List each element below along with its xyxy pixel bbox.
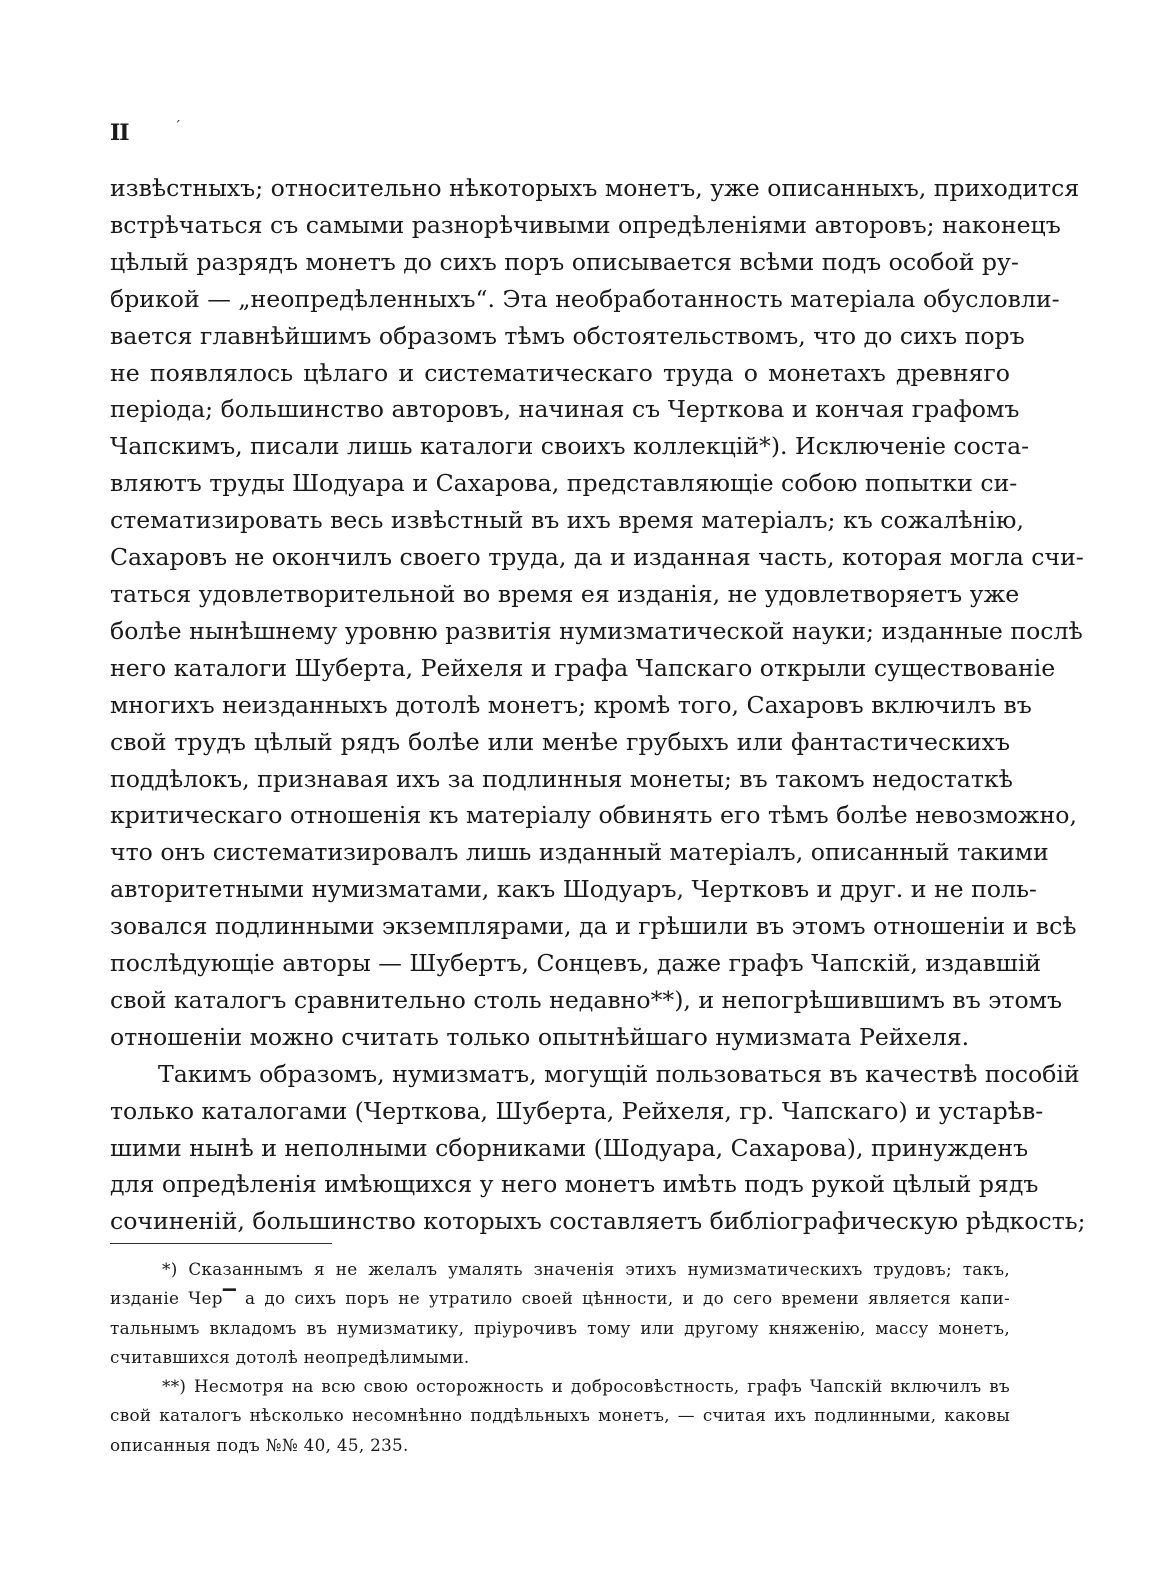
text-line: для опредѣленія имѣющихся у него монетъ имѣть подъ рукой цѣлый рядъ [110, 1170, 1039, 1199]
body-text [110, 170, 1086, 1240]
footnote-line: свой каталогъ нѣсколько несомнѣнно поддѣльныхъ монетъ, — считая ихъ подлинными, каковы [110, 1405, 1010, 1426]
text-line: вляютъ труды Шодуара и Сахарова, представляющіе собою попытки си- [110, 469, 1018, 498]
text-line: Такимъ образомъ, нумизматъ, могущій пользоваться въ качествѣ пособій [158, 1059, 1080, 1088]
text-line: поддѣлокъ, признавая ихъ за подлинныя монеты; въ такомъ недостаткѣ [110, 764, 1013, 793]
footnote-line: тальнымъ вкладомъ въ нумизматику, пріурочивъ тому или другому княженію, массу монетъ, [110, 1317, 1010, 1338]
text-line: свой трудъ цѣлый рядъ болѣе или менѣе грубыхъ или фантастическихъ [110, 727, 1010, 756]
text-line: Чапскимъ, писали лишь каталоги своихъ коллекцій*). Исключеніе соста- [110, 432, 1030, 461]
text-line: многихъ неизданныхъ дотолѣ монетъ; кромѣ того, Сахаровъ включилъ въ [110, 690, 1032, 719]
text-line: таться удовлетворительной во время ея изданія, не удовлетворяетъ уже [110, 579, 1020, 608]
text-line: періода; большинство авторовъ, начиная съ Черткова и кончая графомъ [110, 395, 1020, 424]
text-line: него каталоги Шуберта, Рейхеля и графа Чапскаго открыли существованіе [110, 653, 1056, 682]
footnote-line: *) Сказаннымъ я не желалъ умалять значенія этихъ нумизматическихъ трудовъ; такъ, [162, 1259, 1010, 1279]
footnote-line: считавшихся дотолѣ неопредѣлимыми. [110, 1346, 470, 1367]
text-line: что онъ систематизировалъ лишь изданный матеріалъ, описанный такими [110, 838, 1049, 867]
text-line: вается главнѣйшимъ образомъ тѣмъ обстоятельствомъ, что до сихъ поръ [110, 321, 1025, 350]
text-line: критическаго отношенія къ матеріалу обвинять его тѣмъ болѣе невозможно, [110, 801, 1077, 830]
text-line: свой каталогъ сравнительно столь недавно**), и непогрѣшившимъ въ этомъ [110, 985, 1063, 1014]
text-line: цѣлый разрядъ монетъ до сихъ поръ описывается всѣми подъ особой ру- [110, 247, 1019, 276]
footnote-divider [110, 1243, 332, 1244]
text-line: только каталогами (Черткова, Шуберта, Рейхеля, гр. Чапскаго) и устарѣв- [110, 1096, 1044, 1125]
footnote-line: **) Несмотря на всю свою осторожность и добросовѣстность, графъ Чапскій включилъ въ [162, 1376, 1010, 1397]
text-line: стематизировать весь извѣстный въ ихъ время матеріалъ; къ сожалѣнію, [110, 506, 1024, 535]
text-line: брикой — „неопредѣленныхъ“. Эта необработанность матеріала обусловли- [110, 284, 1060, 313]
text-line: зовался подлинными экземплярами, да и грѣшили въ этомъ отношеніи и всѣ [110, 912, 1077, 941]
footnotes [110, 1255, 1010, 1460]
text-line: авторитетными нумизматами, какъ Шодуаръ, Чертковъ и друг. и не поль- [110, 875, 1037, 904]
footnote-line: изданіе Чер▔ а до сихъ поръ не утратило своей цѣнности, и до сего времени является капи- [110, 1288, 1010, 1309]
text-line: сочиненій, большинство которыхъ составляетъ библіографическую рѣдкость; [110, 1207, 1086, 1236]
text-line: Сахаровъ не окончилъ своего труда, да и изданная часть, которая могла счи- [110, 543, 1084, 572]
text-line: извѣстныхъ; относительно нѣкоторыхъ монетъ, уже описанныхъ, приходится [110, 174, 1080, 202]
footnote-line: описанныя подъ №№ 40, 45, 235. [110, 1434, 409, 1455]
text-line: встрѣчаться съ самыми разнорѣчивыми опредѣленіями авторовъ; наконецъ [110, 210, 1061, 239]
text-line: не появлялось цѣлаго и систематическаго труда о монетахъ древняго [110, 358, 1010, 387]
text-line: шими нынѣ и неполными сборниками (Шодуара, Сахарова), принужденъ [110, 1133, 1029, 1162]
text-line: послѣдующіе авторы — Шубертъ, Сонцевъ, даже графъ Чапскій, издавшій [110, 949, 1042, 978]
stray-mark: ˊ [174, 119, 181, 135]
page-number: II [110, 120, 129, 146]
text-line: болѣе нынѣшнему уровню развитія нумизматической науки; изданные послѣ [110, 616, 1083, 645]
text-line: отношеніи можно считать только опытнѣйшаго нумизмата Рейхеля. [110, 1022, 970, 1051]
